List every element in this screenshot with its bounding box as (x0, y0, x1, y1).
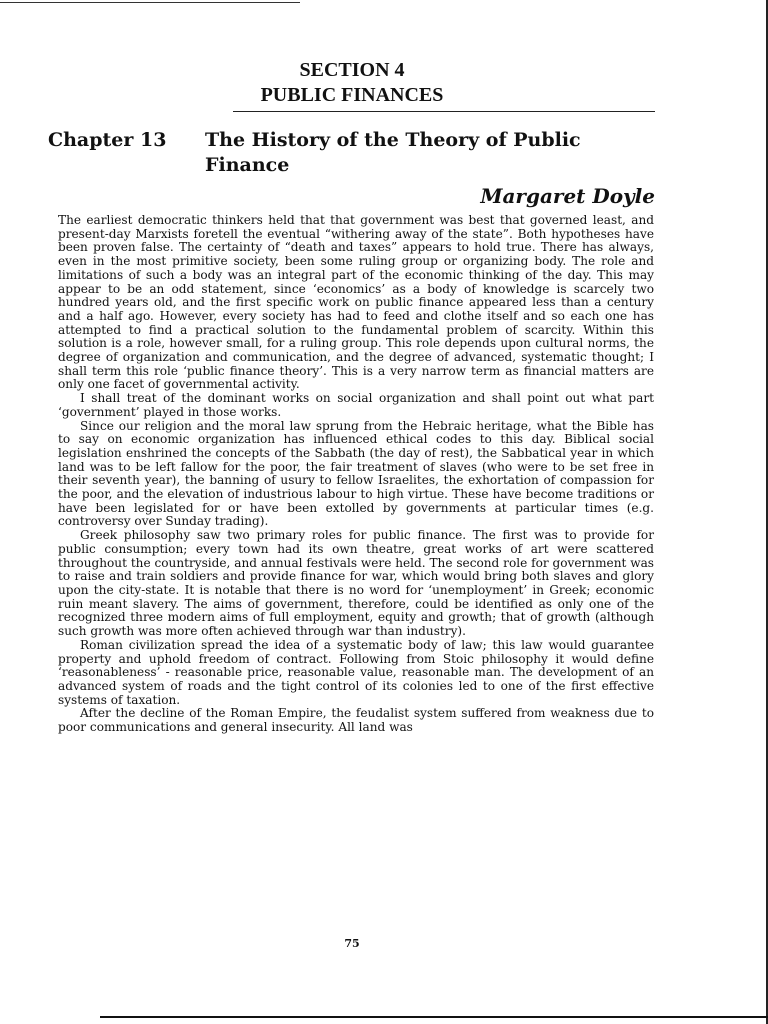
paragraph: Roman civilization spread the idea of a systematic body of law; this law would guarantee property and uphold freedom of contract. Following from Stoic philosophy it would define ‘reasonableness’ - reasonable price, reasonable value, reasonable man. The development of an advanced system of roads and the tight control of its colonies led to one of the first effective systems of taxation. (58, 637, 654, 707)
page-number: 75 (344, 937, 360, 950)
author-name: Margaret Doyle (480, 184, 655, 208)
paragraph: Since our religion and the moral law sprung from the Hebraic heritage, what the Bible has to say on economic organization has influenced ethical codes to this day. Biblical social legislation enshrined the concepts of the Sabbath (the day of rest), the Sabbatical year in which land was to be left fallow for the poor, the fair treatment of slaves (who were to be set free in their seventh year), the banning of usury to fellow Israelites, the exhortation of compassion for the poor, and the elevation of industrious labour to high virtue. These have become traditions or have been legislated for or have been extolled by governments at particular times (e.g. controversy over Sunday trading). (58, 418, 654, 529)
section-label: SECTION 4 (299, 59, 405, 81)
section-title: PUBLIC FINANCES (260, 84, 444, 106)
body-text (58, 214, 654, 735)
top-rule (0, 2, 300, 3)
paragraph: Greek philosophy saw two primary roles for public finance. The first was to provide for public consumption; every town had its own theatre, great works of art were scattered throughout the countryside, and annual festivals were held. The second role for government was to raise and train soldiers and provide finance for war, which would bring both slaves and glory upon the city-state. It is notable that there is no word for ‘unemployment’ in Greek; economic ruin meant slavery. The aims of government, therefore, could be identified as only one of the recognized three modern aims of full employment, equity and growth; that of growth (although such growth was more often achieved through war than industry). (58, 528, 654, 639)
chapter-number: Chapter 13 (48, 129, 167, 151)
section-divider (233, 111, 655, 112)
paragraph: The earliest democratic thinkers held that that government was best that governed least, and present-day Marxists foretell the eventual “withering away of the state”. Both hypotheses have been proven false. The certainty of “death and taxes” appears to hold true. There has always, even in the most primitive society, been some ruling group or organizing body. The role and limitations of such a body was an integral part of the economic thinking of the day. This may appear to be an odd statement, since ‘economics’ as a body of knowledge is scarcely two hundred years old, and the first specific work on public finance appeared less than a century and a half ago. However, every society has had to feed and clothe itself and so each one has attempted to find a practical solution to the fundamental problem of scarcity. Within this solution is a role, however small, for a ruling group. This role depends upon cultural norms, the degree of organization and communication, and the degree of advanced, systematic thought; I shall term this role ‘public finance theory’. This is a very narrow term as financial matters are only one facet of governmental activity. (58, 213, 654, 392)
paragraph: After the decline of the Roman Empire, the feudalist system suffered from weakness due to poor communications and general insecurity. All land was (58, 706, 654, 735)
section-heading (0, 58, 704, 108)
bottom-rule (100, 1016, 768, 1018)
paragraph: I shall treat of the dominant works on social organization and shall point out what part ‘government’ played in those works. (58, 391, 654, 419)
chapter-title: The History of the Theory of Public Finance (205, 129, 581, 176)
